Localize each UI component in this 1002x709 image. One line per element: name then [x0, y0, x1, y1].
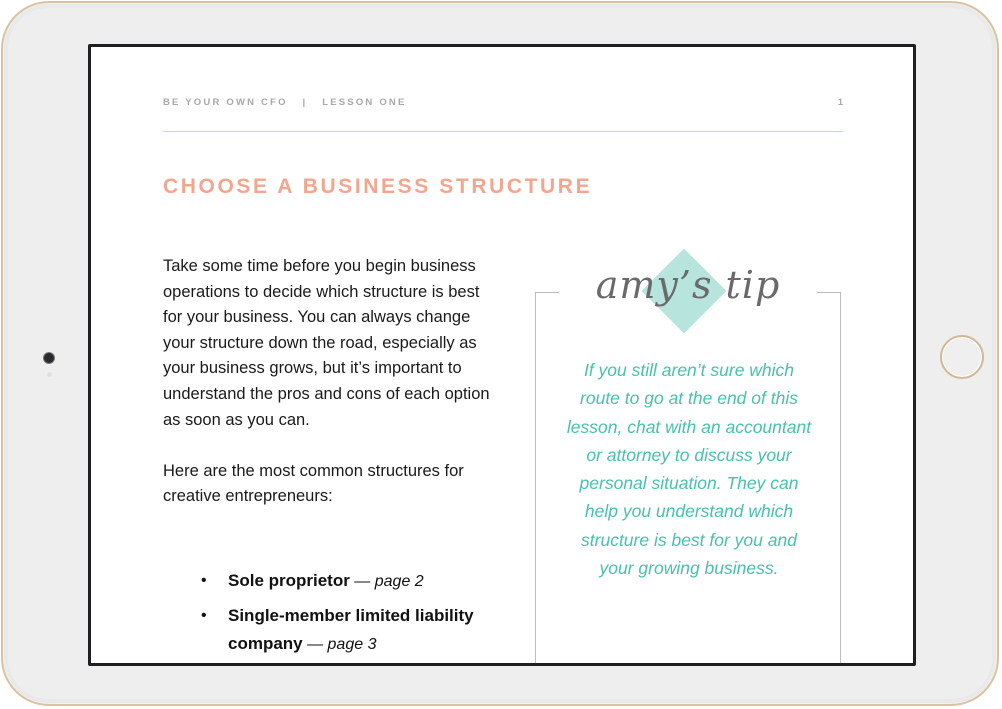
list-intro: Here are the most common structures for creative entrepreneurs:	[163, 461, 464, 506]
structure-name: Single-member limited liability company	[228, 606, 474, 653]
page-title: CHOOSE A BUSINESS STRUCTURE	[163, 175, 593, 198]
tablet-screen	[88, 44, 916, 666]
list-item	[163, 567, 493, 596]
list-item	[163, 602, 493, 659]
camera-icon	[44, 353, 54, 363]
structure-list	[163, 567, 493, 663]
home-button[interactable]	[940, 335, 984, 379]
page-reference: — page 3	[302, 636, 377, 653]
bullet-icon: •	[201, 607, 207, 624]
intro-paragraph: Take some time before you begin business operations to decide which structure is best for your business. You can always change your structure down the road, especially as your business grows, but it’s important to understand the pros and cons of each option as soon as you can.	[163, 257, 490, 429]
tip-heading: amy’s tip	[595, 263, 781, 307]
running-header	[163, 97, 843, 111]
tip-callout	[535, 263, 841, 663]
page-reference: — page 2	[349, 573, 424, 590]
header-separator: |	[302, 97, 308, 108]
structure-name: Sole proprietor	[228, 571, 350, 590]
bullet-icon: •	[201, 572, 207, 589]
page-number: 1	[837, 97, 843, 108]
document-page[interactable]	[91, 47, 913, 663]
lesson-name: LESSON ONE	[322, 97, 407, 108]
sensor-dot	[47, 372, 52, 377]
body-text	[163, 254, 493, 536]
course-name: BE YOUR OWN CFO	[163, 97, 288, 108]
tip-text: If you still aren’t sure which route to go at the end of this lesson, chat with an accountant or attorney to discuss your personal situation. They can help you understand which structure is best for you and your growing business.	[566, 360, 812, 579]
header-divider	[163, 131, 843, 132]
